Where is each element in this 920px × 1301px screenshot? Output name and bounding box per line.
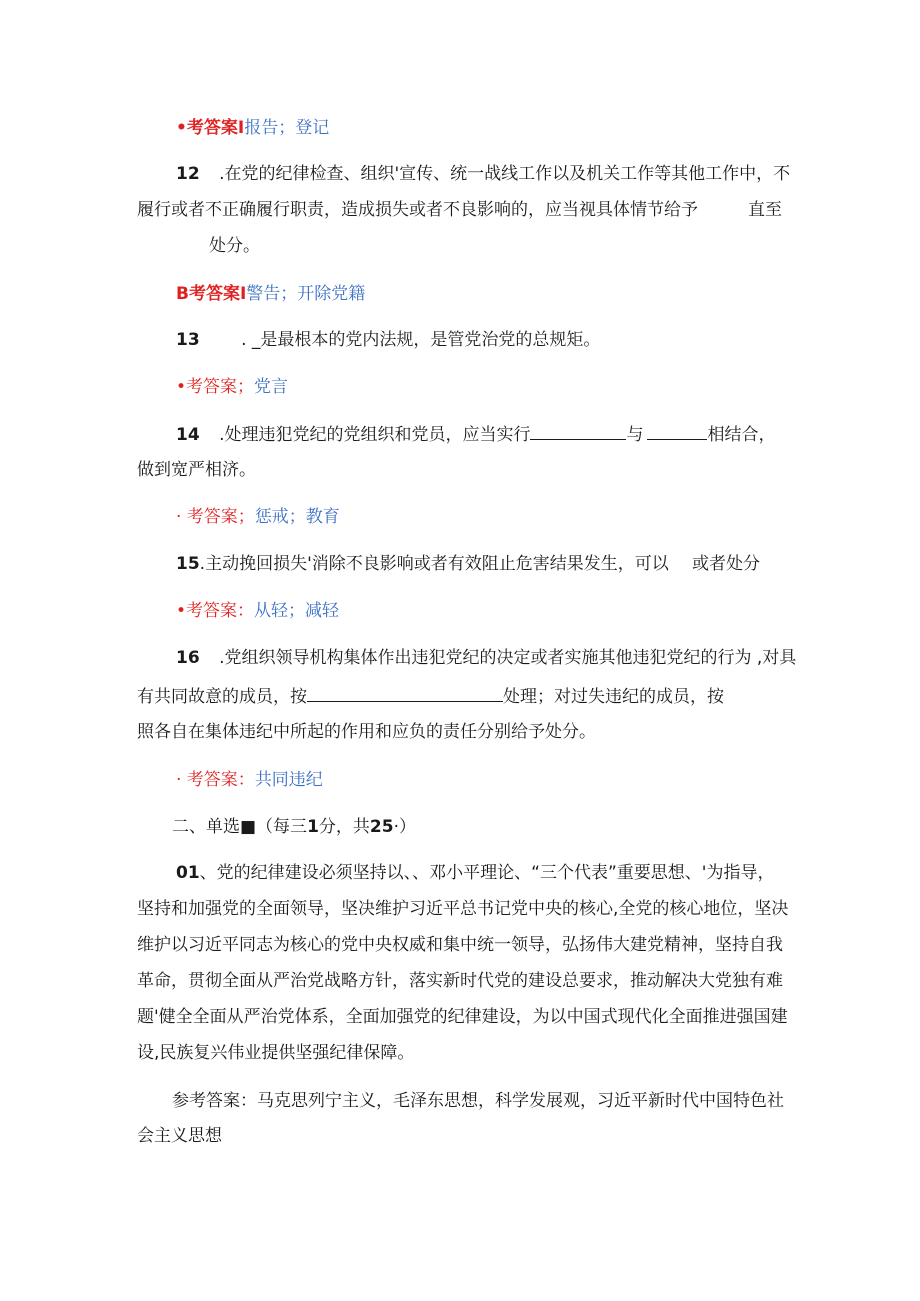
answer-label: •考答案I [176, 118, 245, 138]
question-text: 题'健全全面从严治党体系，全面加强党的纪律建设，为以中国式现代化全面推进强国建 [137, 1007, 788, 1027]
fill-blank [647, 422, 707, 440]
question-text: .在党的纪律检查、组织'宣传、统一战线工作以及机关工作等其他工作中，不 [219, 164, 791, 184]
reference-answer-line-2 [137, 1124, 222, 1148]
question-12-line-2-end [748, 198, 782, 222]
reference-answer-line-1 [172, 1089, 784, 1113]
question-number: 12 [176, 164, 200, 184]
question-12-line-3 [209, 234, 260, 258]
answer-16 [176, 768, 323, 792]
question-text: 、党的纪律建设必须坚持以、、邓小平理论、“三个代表”重要思想、'为指导， [199, 863, 775, 883]
question-01-line-2 [137, 897, 788, 921]
section-title-text: ·） [393, 817, 416, 837]
question-13 [176, 328, 600, 352]
question-14-line-2 [137, 458, 256, 482]
answer-15 [176, 599, 339, 623]
question-text: 坚持和加强党的全面领导，坚决维护习近平总书记党中央的核心,全党的核心地位，坚决 [137, 899, 789, 919]
answer-text: 从轻；减轻 [254, 601, 340, 621]
question-number: 16 [176, 648, 200, 668]
question-text: 照各自在集体违纪中所起的作用和应负的责任分别给予处分。 [137, 722, 596, 742]
question-text: .主动挽回损失'消除不良影响或者有效阻止危害结果发生，可以 [199, 554, 669, 574]
section-title-text: 分，共 [318, 817, 370, 837]
answer-text: 共同违纪 [254, 770, 323, 790]
question-16-line-2 [137, 684, 724, 709]
question-16-line-3 [137, 720, 596, 744]
section-title [172, 815, 416, 839]
question-text: 做到宽严相济。 [137, 460, 256, 480]
reference-answer-text: 会主义思想 [137, 1126, 222, 1146]
question-text: 有共同故意的成员，按 [137, 687, 307, 707]
question-text: 维护以习近平同志为核心的党中央权威和集中统一领导，弘扬伟大建党精神，坚持自我 [137, 935, 783, 955]
question-text: 相结合， [707, 425, 776, 445]
reference-answer-text: 参考答案：马克思列宁主义，毛泽东思想，科学发展观，习近平新时代中国特色社 [172, 1091, 784, 1111]
question-text: 或者处分 [692, 554, 760, 574]
answer-text: 报告；登记 [244, 118, 330, 138]
question-number: 01 [176, 863, 200, 883]
question-text: .党组织领导机构集体作出违犯党纪的决定或者实施其他违犯党纪的行为 ,对具 [219, 648, 797, 668]
answer-label: · 考答案： [176, 770, 255, 790]
question-number: 14 [176, 425, 200, 445]
question-15-end [692, 552, 760, 576]
question-text: 设,民族复兴伟业提供坚强纪律保障。 [137, 1043, 415, 1063]
question-15 [176, 552, 669, 576]
question-text: 处分。 [209, 236, 260, 256]
answer-14 [176, 505, 340, 529]
question-01-line-3 [137, 933, 783, 957]
question-text: . _是最根本的党内法规，是管党治党的总规矩。 [241, 330, 601, 350]
answer-label: •考答案； [176, 377, 255, 397]
question-01-line-4 [137, 969, 783, 993]
question-text: 履行或者不正确履行职责，造成损失或者不良影响的，应当视具体情节给予 [137, 200, 698, 220]
question-01-line-6 [137, 1041, 414, 1065]
question-number: 15 [176, 554, 200, 574]
question-01-line-1 [176, 861, 774, 885]
question-12-line-2 [137, 198, 698, 222]
question-12-line-1 [176, 162, 790, 186]
section-title-number: 25 [369, 817, 394, 837]
question-14-line-1 [176, 422, 775, 447]
question-text: 处理；对过失违纪的成员，按 [503, 687, 724, 707]
question-number: 13 [176, 330, 200, 350]
question-16-line-1 [176, 646, 796, 670]
section-title-text: 二、单选 [172, 817, 240, 837]
answer-label: •考答案： [176, 601, 255, 621]
answer-label: · 考答案； [176, 507, 255, 527]
answer-11 [176, 116, 329, 140]
answer-text: 党言 [254, 377, 289, 397]
section-title-number: 1 [307, 817, 319, 837]
answer-label: B考答案I [176, 284, 247, 304]
answer-text: 警告；开除党籍 [246, 284, 366, 304]
question-text: 直至 [748, 200, 782, 220]
fill-blank [307, 684, 503, 702]
question-text: 革命，贯彻全面从严治党战略方针，落实新时代党的建设总要求，推动解决大党独有难 [137, 971, 783, 991]
question-01-line-5 [137, 1005, 788, 1029]
answer-13 [176, 375, 288, 399]
fill-blank [530, 422, 626, 440]
section-title-text: ■（每三 [240, 817, 308, 837]
answer-12 [176, 282, 365, 306]
question-text: .处理违犯党纪的党组织和党员，应当实行 [219, 425, 531, 445]
question-text: 与 [626, 425, 644, 445]
answer-text: 惩戒；教育 [254, 507, 340, 527]
